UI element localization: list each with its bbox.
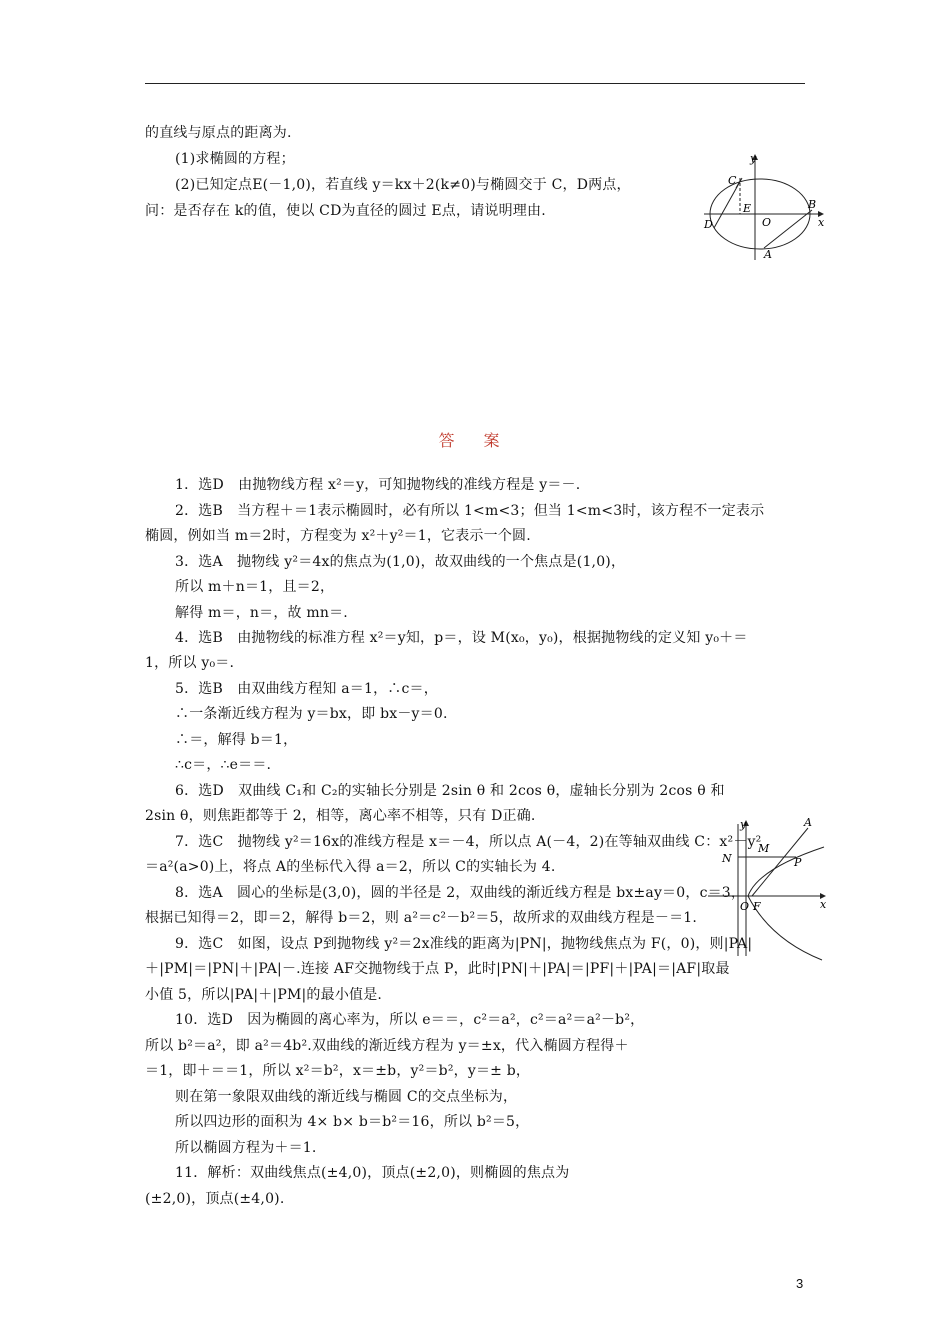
answer-line: 10．选D 因为椭圆的离心率为，所以 e＝＝，c²＝a²，c²＝a²＝a²－b²，	[175, 1012, 645, 1028]
fig2-label-p: P	[794, 856, 802, 869]
answer-line: 所以四边形的面积为 4× b× b＝b²＝16，所以 b²＝5，	[175, 1114, 530, 1130]
answer-line: 则在第一象限双曲线的渐近线与椭圆 C的交点坐标为，	[175, 1089, 518, 1105]
fig2-label-x: x	[820, 898, 827, 911]
answer-line: 解得 m＝，n＝，故 mn＝.	[175, 605, 348, 621]
answer-line: 1，所以 y₀＝.	[145, 655, 235, 671]
fig1-label-b: B	[808, 198, 817, 211]
intro-line-1: 的直线与原点的距离为.	[145, 125, 292, 141]
answer-line: 6．选D 双曲线 C₁和 C₂的实轴长分别是 2sin θ 和 2cos θ，虚轴长分别为 2cos θ 和	[175, 783, 725, 799]
fig2-label-f: F	[753, 900, 761, 913]
answer-line: 2．选B 当方程＋＝1表示椭圆时，必有所以 1<m<3；但当 1<m<3时，该方程不一定表示	[175, 503, 765, 519]
fig2-label-m: M	[758, 842, 770, 855]
fig2-label-a: A	[804, 816, 812, 829]
intro-line-2: (1)求椭圆的方程；	[175, 151, 295, 167]
intro-line-3: (2)已知定点E(－1,0)，若直线 y＝kx＋2(k≠0)与椭圆交于 C，D两点，	[175, 177, 631, 193]
answer-line: 1．选D 由抛物线方程 x²＝y，可知抛物线的准线方程是 y＝－.	[175, 477, 581, 493]
answer-line: ＋|PM|＝|PN|＋|PA|－.连接 AF交抛物线于点 P，此时|PN|＋|PA|＝|PF|＋|PA|＝|AF|取最	[145, 961, 730, 977]
fig1-label-c: C	[728, 174, 737, 187]
answer-line: 2sin θ，则焦距都等于 2，相等，离心率不相等，只有 D正确.	[145, 808, 536, 824]
header-rule	[145, 83, 805, 84]
answer-line: 所以 b²＝a²，即 a²＝4b².双曲线的渐近线方程为 y＝±x，代入椭圆方程得＋	[145, 1038, 629, 1054]
answer-line: 7．选C 抛物线 y²＝16x的准线方程是 x＝－4，所以点 A(－4，2)在等轴双曲线 C：x²－y²	[175, 834, 762, 850]
ellipse-figure	[700, 148, 830, 268]
answer-line: (±2,0)，顶点(±4,0).	[145, 1191, 285, 1207]
answer-line: 8．选A 圆心的坐标是(3,0)，圆的半径是 2，双曲线的渐近线方程是 bx±ay＝0，c＝3，	[175, 885, 746, 901]
answer-line: 根据已知得＝2，即＝2，解得 b＝2，则 a²＝c²－b²＝5，故所求的双曲线方程是－＝1.	[145, 910, 698, 926]
parabola-figure	[700, 814, 830, 966]
answer-line: 3．选A 抛物线 y²＝4x的焦点为(1,0)，故双曲线的一个焦点是(1,0)，	[175, 554, 626, 570]
answer-line: ＝a²(a>0)上，将点 A的坐标代入得 a＝2，所以 C的实轴长为 4.	[145, 859, 556, 875]
answer-line: ＝1，即＋＝＝1，所以 x²＝b²，x＝±b，y²＝b²，y＝± b，	[145, 1063, 531, 1079]
answer-line: ∴c＝，∴e＝＝.	[175, 757, 272, 773]
answer-line: 11．解析：双曲线焦点(±4,0)，顶点(±2,0)，则椭圆的焦点为	[175, 1165, 570, 1181]
fig2-label-o: O	[740, 900, 750, 913]
fig1-label-d: D	[704, 218, 713, 231]
fig1-label-e: E	[743, 202, 752, 215]
fig1-label-y: y	[750, 152, 757, 165]
page-number: 3	[796, 1276, 804, 1291]
answer-line: 9．选C 如图，设点 P到抛物线 y²＝2x准线的距离为|PN|，抛物线焦点为 F(，0)，则|PA|	[175, 936, 753, 952]
fig2-label-y: y	[740, 818, 747, 831]
answer-line: ∴＝，解得 b＝1，	[175, 732, 298, 748]
answer-line: 所以椭圆方程为＋＝1.	[175, 1140, 317, 1156]
answers-title: 答 案	[438, 431, 512, 450]
answer-line: 5．选B 由双曲线方程知 a＝1，∴c＝，	[175, 681, 438, 697]
fig1-label-x: x	[818, 216, 825, 229]
answer-line: 椭圆，例如当 m＝2时，方程变为 x²＋y²＝1，它表示一个圆.	[145, 528, 531, 544]
fig1-label-a: A	[764, 248, 772, 261]
fig1-label-o: O	[762, 216, 772, 229]
answer-line: 4．选B 由抛物线的标准方程 x²＝y知，p＝，设 M(x₀，y₀)，根据抛物线的定义知 y₀＋＝	[175, 630, 748, 646]
answer-line: 所以 m＋n＝1，且＝2，	[175, 579, 335, 595]
answer-line: 小值 5，所以|PA|＋|PM|的最小值是.	[145, 987, 383, 1003]
answer-line: ∴一条渐近线方程为 y＝bx，即 bx－y＝0.	[175, 706, 448, 722]
fig2-label-n: N	[722, 852, 732, 865]
intro-line-4: 问：是否存在 k的值，使以 CD为直径的圆过 E点，请说明理由.	[145, 203, 546, 219]
